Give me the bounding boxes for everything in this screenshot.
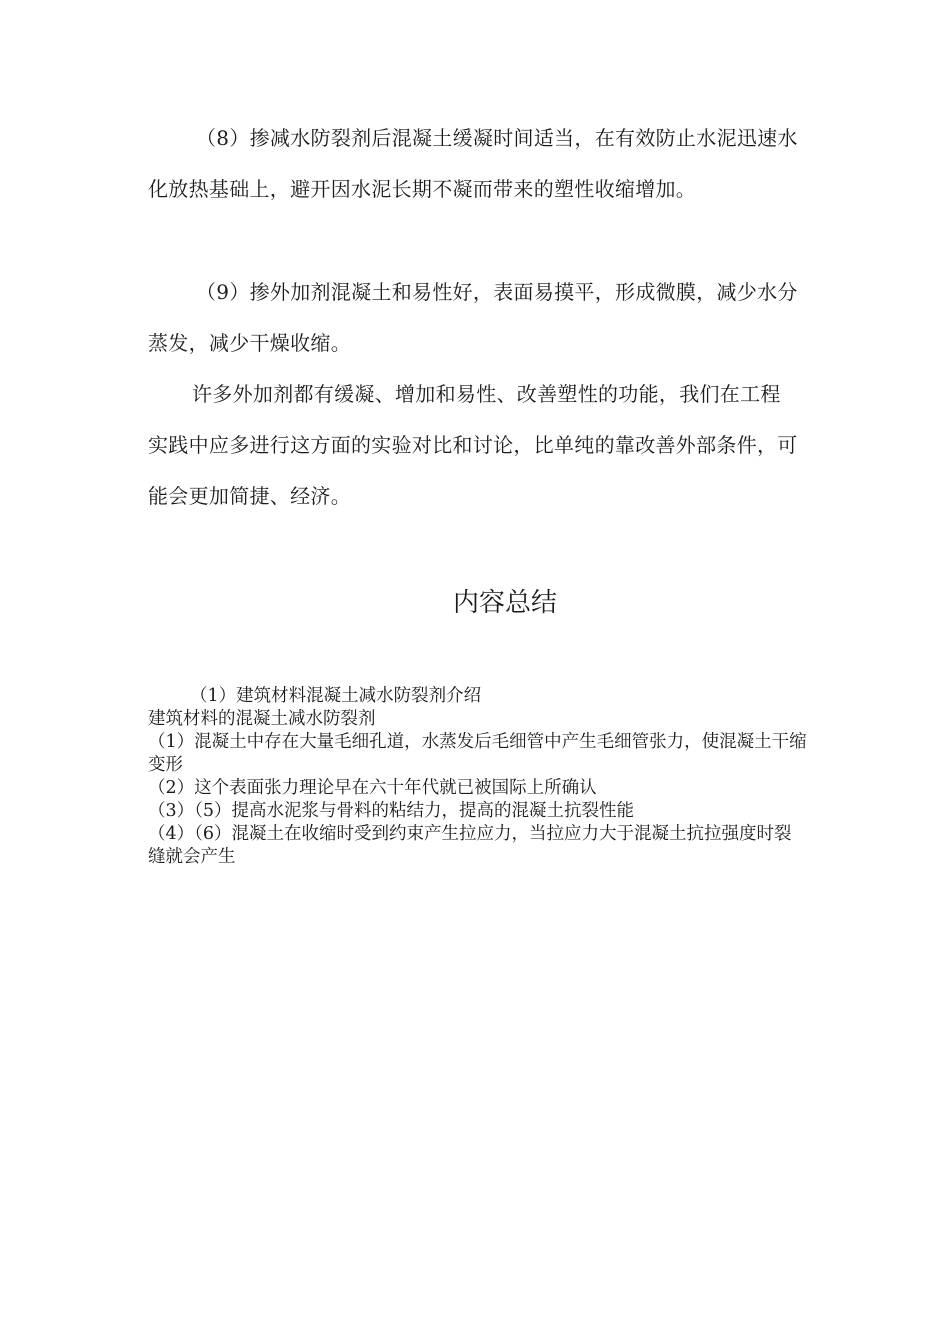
summary-line: （1）建筑材料混凝土减水防裂剂介绍 [190,686,482,706]
summary-title: 内容总结 [452,588,557,618]
summary-section [148,685,808,869]
summary-line: （2）这个表面张力理论早在六十年代就已被国际上所确认 [148,778,597,798]
paragraph-8 [148,113,800,215]
paragraph-text: （9）掺外加剂混凝土和易性好，表面易摸平，形成微膜，减少水分蒸发，减少干燥收缩。 [148,280,798,355]
paragraph-text: 许多外加剂都有缓凝、增加和易性、改善塑性的功能，我们在工程实践中应多进行这方面的实验对比和讨论，比单纯的靠改善外部条件，可能会更加简捷、经济。 [148,382,798,508]
paragraph-additives [148,369,800,522]
summary-line: （1）混凝土中存在大量毛细孔道，水蒸发后毛细管中产生毛细管张力，使混凝土干缩变形 [148,732,807,775]
summary-line: （3）（5）提高水泥浆与骨料的粘结力，提高的混凝土抗裂性能 [148,801,635,821]
summary-line: （4）（6）混凝土在收缩时受到约束产生拉应力，当拉应力大于混凝土抗拉强度时裂缝就会产生 [148,824,792,867]
paragraph-9 [148,267,800,369]
paragraph-text: （8）掺减水防裂剂后混凝土缓凝时间适当，在有效防止水泥迅速水化放热基础上，避开因水泥长期不凝而带来的塑性收缩增加。 [148,126,798,201]
summary-line: 建筑材料的混凝土减水防裂剂 [148,709,376,729]
